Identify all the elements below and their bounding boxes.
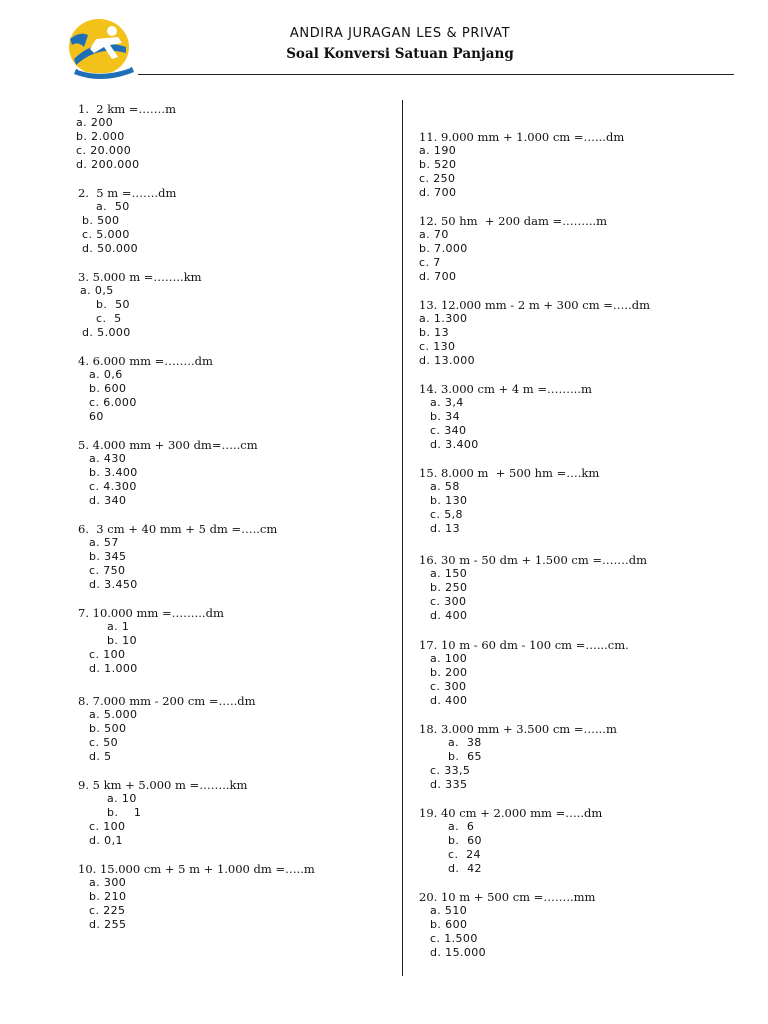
option: a. 1 <box>107 620 130 633</box>
option: c. 300 <box>430 595 467 608</box>
kurikulum-logo <box>66 17 140 81</box>
option: b. 500 <box>89 722 127 735</box>
question-block <box>419 466 749 536</box>
question-text: 6. 3 cm + 40 mm + 5 dm =…..cm <box>78 522 278 536</box>
option: b. 2.000 <box>76 130 125 143</box>
question-block <box>419 806 749 876</box>
option: b. 600 <box>430 918 468 931</box>
question-block <box>78 102 408 172</box>
option: a. 200 <box>76 116 114 129</box>
question-block <box>78 522 408 592</box>
option: d. 400 <box>430 694 468 707</box>
question-text: 11. 9.000 mm + 1.000 cm =…...dm <box>419 130 625 144</box>
question-text: 3. 5.000 m =……..km <box>78 270 202 284</box>
option: c. 20.000 <box>76 144 132 157</box>
question-block <box>419 298 749 368</box>
question-block <box>78 354 408 424</box>
worksheet-subtitle: Soal Konversi Satuan Panjang <box>286 46 514 62</box>
option: c. 250 <box>419 172 456 185</box>
question-text: 14. 3.000 cm + 4 m =……...m <box>419 382 592 396</box>
option: b. 10 <box>107 634 137 647</box>
option: c. 750 <box>89 564 126 577</box>
question-block <box>78 186 408 256</box>
option: c. 100 <box>89 648 126 661</box>
question-text: 17. 10 m - 60 dm - 100 cm =…...cm. <box>419 638 629 652</box>
option: b. 3.400 <box>89 466 138 479</box>
question-text: 20. 10 m + 500 cm =……..mm <box>419 890 596 904</box>
option: b. 520 <box>419 158 457 171</box>
option: d. 42 <box>448 862 482 875</box>
option: b. 50 <box>96 298 130 311</box>
option: d. 13 <box>430 522 460 535</box>
option: c. 5,8 <box>430 508 463 521</box>
option: c. 4.300 <box>89 480 137 493</box>
option: c. 100 <box>89 820 126 833</box>
question-block <box>78 694 408 764</box>
option: 60 <box>89 410 104 423</box>
question-block <box>419 382 749 452</box>
institution-title: ANDIRA JURAGAN LES & PRIVAT <box>289 26 511 41</box>
option: d. 5 <box>89 750 112 763</box>
option: d. 400 <box>430 609 468 622</box>
option: c. 50 <box>89 736 119 749</box>
option: b. 500 <box>82 214 120 227</box>
question-text: 5. 4.000 mm + 300 dm=…..cm <box>78 438 258 452</box>
option: b. 210 <box>89 890 127 903</box>
option: a. 58 <box>430 480 460 493</box>
option: a. 1.300 <box>419 312 468 325</box>
question-text: 10. 15.000 cm + 5 m + 1.000 dm =…..m <box>78 862 315 876</box>
question-text: 7. 10.000 mm =……...dm <box>78 606 224 620</box>
option: a. 190 <box>419 144 457 157</box>
option: a. 5.000 <box>89 708 138 721</box>
option: c. 6.000 <box>89 396 137 409</box>
option: d. 50.000 <box>82 242 139 255</box>
option: c. 24 <box>448 848 481 861</box>
option: a. 300 <box>89 876 127 889</box>
option: d. 200.000 <box>76 158 140 171</box>
option: c. 33,5 <box>430 764 471 777</box>
option: a. 50 <box>96 200 130 213</box>
option: b. 345 <box>89 550 127 563</box>
option: d. 3.450 <box>89 578 138 591</box>
option: c. 340 <box>430 424 467 437</box>
option: a. 150 <box>430 567 468 580</box>
option: b. 34 <box>430 410 460 423</box>
option: a. 57 <box>89 536 119 549</box>
question-block <box>78 438 408 508</box>
option: b. 60 <box>448 834 482 847</box>
question-block <box>419 214 749 284</box>
option: b. 1 <box>107 806 142 819</box>
option: c. 5 <box>96 312 122 325</box>
option: b. 250 <box>430 581 468 594</box>
option: b. 600 <box>89 382 127 395</box>
option: d. 700 <box>419 186 457 199</box>
option: a. 510 <box>430 904 468 917</box>
option: d. 15.000 <box>430 946 487 959</box>
question-text: 13. 12.000 mm - 2 m + 300 cm =…..dm <box>419 298 650 312</box>
question-text: 12. 50 hm + 200 dam =……...m <box>419 214 608 228</box>
question-text: 4. 6.000 mm =……..dm <box>78 354 213 368</box>
option: a. 0,6 <box>89 368 123 381</box>
option: a. 430 <box>89 452 127 465</box>
option: b. 200 <box>430 666 468 679</box>
option: d. 5.000 <box>82 326 131 339</box>
question-block <box>419 638 749 708</box>
question-block <box>78 606 408 676</box>
option: d. 3.400 <box>430 438 479 451</box>
option: a. 10 <box>107 792 137 805</box>
option: d. 1.000 <box>89 662 138 675</box>
option: a. 38 <box>448 736 482 749</box>
question-text: 18. 3.000 mm + 3.500 cm =…...m <box>419 722 617 736</box>
option: c. 225 <box>89 904 126 917</box>
option: b. 13 <box>419 326 449 339</box>
question-text: 16. 30 m - 50 dm + 1.500 cm =…….dm <box>419 553 647 567</box>
option: d. 335 <box>430 778 468 791</box>
option: b. 65 <box>448 750 482 763</box>
option: c. 7 <box>419 256 441 269</box>
option: a. 100 <box>430 652 468 665</box>
option: a. 0,5 <box>80 284 114 297</box>
question-text: 19. 40 cm + 2.000 mm =…..dm <box>419 806 603 820</box>
question-text: 15. 8.000 m + 500 hm =….km <box>419 466 600 480</box>
option: b. 130 <box>430 494 468 507</box>
option: d. 0,1 <box>89 834 123 847</box>
option: d. 255 <box>89 918 127 931</box>
question-block <box>419 130 749 200</box>
question-block <box>419 890 749 960</box>
option: b. 7.000 <box>419 242 468 255</box>
option: d. 13.000 <box>419 354 476 367</box>
option: c. 5.000 <box>82 228 130 241</box>
question-text: 2. 5 m =…….dm <box>78 186 177 200</box>
option: d. 340 <box>89 494 127 507</box>
option: c. 300 <box>430 680 467 693</box>
question-block <box>419 722 749 792</box>
question-text: 1. 2 km =…….m <box>78 102 176 116</box>
question-block <box>419 553 749 623</box>
question-text: 9. 5 km + 5.000 m =……..km <box>78 778 248 792</box>
option: d. 700 <box>419 270 457 283</box>
question-text: 8. 7.000 mm - 200 cm =…..dm <box>78 694 256 708</box>
option: a. 3,4 <box>430 396 464 409</box>
option: c. 1.500 <box>430 932 478 945</box>
option: a. 70 <box>419 228 449 241</box>
question-block <box>78 778 408 848</box>
option: c. 130 <box>419 340 456 353</box>
question-block <box>78 862 408 932</box>
question-block <box>78 270 408 340</box>
header-rule <box>138 74 734 75</box>
option: a. 6 <box>448 820 475 833</box>
